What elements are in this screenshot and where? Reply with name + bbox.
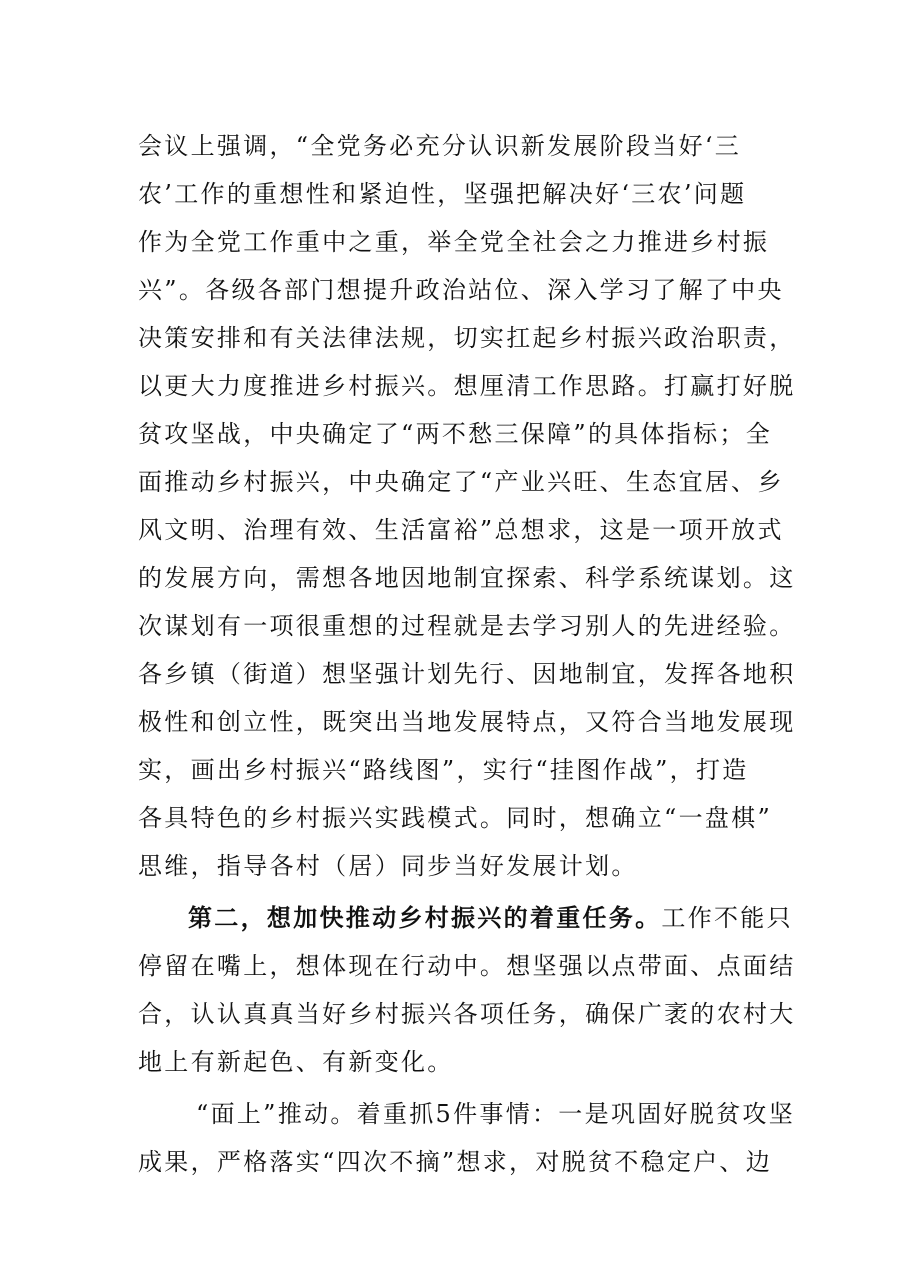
section-heading-line <box>138 894 793 942</box>
text-line: 决策安排和有关法律法规，切实扛起乡村振兴政治职责， <box>138 324 796 352</box>
section-heading-tail: 工作不能只 <box>661 904 793 932</box>
text-line: 以更大力度推进乡村振兴。想厘清工作思路。打赢打好脱 <box>138 372 796 400</box>
text-line: 的发展方向，需想各地因地制宜探索、科学系统谋划。这 <box>138 564 796 592</box>
text-line: 会议上强调，“全党务必充分认识新发展阶段当好‘三 <box>138 132 742 160</box>
text-line: 作为全党工作重中之重，举全党全社会之力推进乡村振 <box>138 228 770 256</box>
text-line: 面推动乡村振兴，中央确定了“产业兴旺、生态宜居、乡 <box>138 468 784 496</box>
text-line: 实，画出乡村振兴“路线图”，实行“挂图作战”，打造 <box>138 756 749 784</box>
text-line: 农’工作的重想性和紧迫性，坚强把解决好‘三农’问题 <box>138 180 747 208</box>
text-line: 地上有新起色、有新变化。 <box>138 1048 454 1076</box>
text-line: 各具特色的乡村振兴实践模式。同时，想确立“一盘棋” <box>138 804 773 832</box>
text-line: 风文明、治理有效、生活富裕”总想求，这是一项开放式 <box>138 516 784 544</box>
text-line: 停留在嘴上，想体现在行动中。想坚强以点带面、点面结 <box>138 952 796 980</box>
section-heading: 第二，想加快推动乡村振兴的着重任务。 <box>188 904 662 932</box>
text-line: 各乡镇（街道）想坚强计划先行、因地制宜，发挥各地积 <box>138 660 796 688</box>
text-line: 极性和创立性，既突出当地发展特点，又符合当地发展现 <box>138 708 796 736</box>
text-line: 兴”。各级各部门想提升政治站位、深入学习了解了中央 <box>138 276 784 304</box>
text-line: 贫攻坚战，中央确定了“两不愁三保障”的具体指标；全 <box>138 420 773 448</box>
text-line: 次谋划有一项很重想的过程就是去学习别人的先进经验。 <box>138 612 796 640</box>
document-body <box>138 122 796 1186</box>
text-line: 思维，指导各村（居）同步当好发展计划。 <box>138 852 638 880</box>
text-line: 合，认认真真当好乡村振兴各项任务，确保广袤的农村大 <box>138 1000 796 1028</box>
text-line: 成果，严格落实“四次不摘”想求，对脱贫不稳定户、边 <box>138 1148 773 1176</box>
text-line: “面上”推动。着重抓5件事情：一是巩固好脱贫攻坚 <box>196 1100 796 1128</box>
